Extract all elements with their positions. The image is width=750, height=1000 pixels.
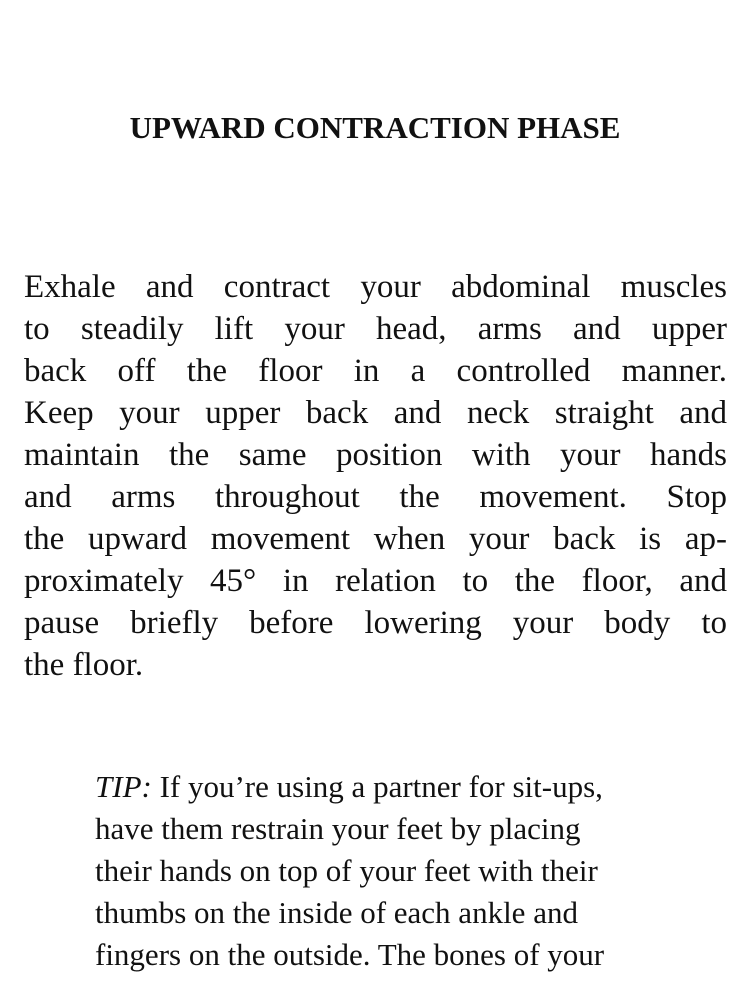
tip-label: TIP:: [95, 769, 152, 804]
tip-line: thumbs on the inside of each ankle and: [95, 895, 578, 930]
instruction-paragraph: [24, 266, 727, 686]
tip-line: fingers on the outside. The bones of your: [95, 937, 605, 972]
tip-block: [95, 766, 727, 976]
paragraph-line: and arms throughout the movement. Stop: [24, 479, 727, 515]
tip-line: their hands on top of your feet with their: [95, 853, 598, 888]
section-heading: UPWARD CONTRACTION PHASE: [129, 110, 621, 145]
tip-line: have them restrain your feet by placing: [95, 811, 581, 846]
paragraph-line: Exhale and contract your abdominal muscles: [24, 269, 727, 305]
paragraph-line: to steadily lift your head, arms and upper: [24, 311, 727, 347]
paragraph-line: maintain the same position with your hands: [24, 437, 727, 473]
paragraph-line: back off the floor in a controlled manner.: [24, 353, 727, 389]
tip-first-line: [95, 766, 727, 808]
paragraph-line: pause briefly before lowering your body to: [24, 605, 727, 641]
tip-first-line-text: If you’re using a partner for sit-ups,: [151, 769, 603, 804]
paragraph-line: proximately 45° in relation to the floor, and: [24, 563, 727, 599]
paragraph-line: the floor.: [24, 647, 144, 683]
paragraph-line: the upward movement when your back is ap-: [24, 521, 727, 557]
paragraph-line: Keep your upper back and neck straight and: [24, 395, 727, 431]
